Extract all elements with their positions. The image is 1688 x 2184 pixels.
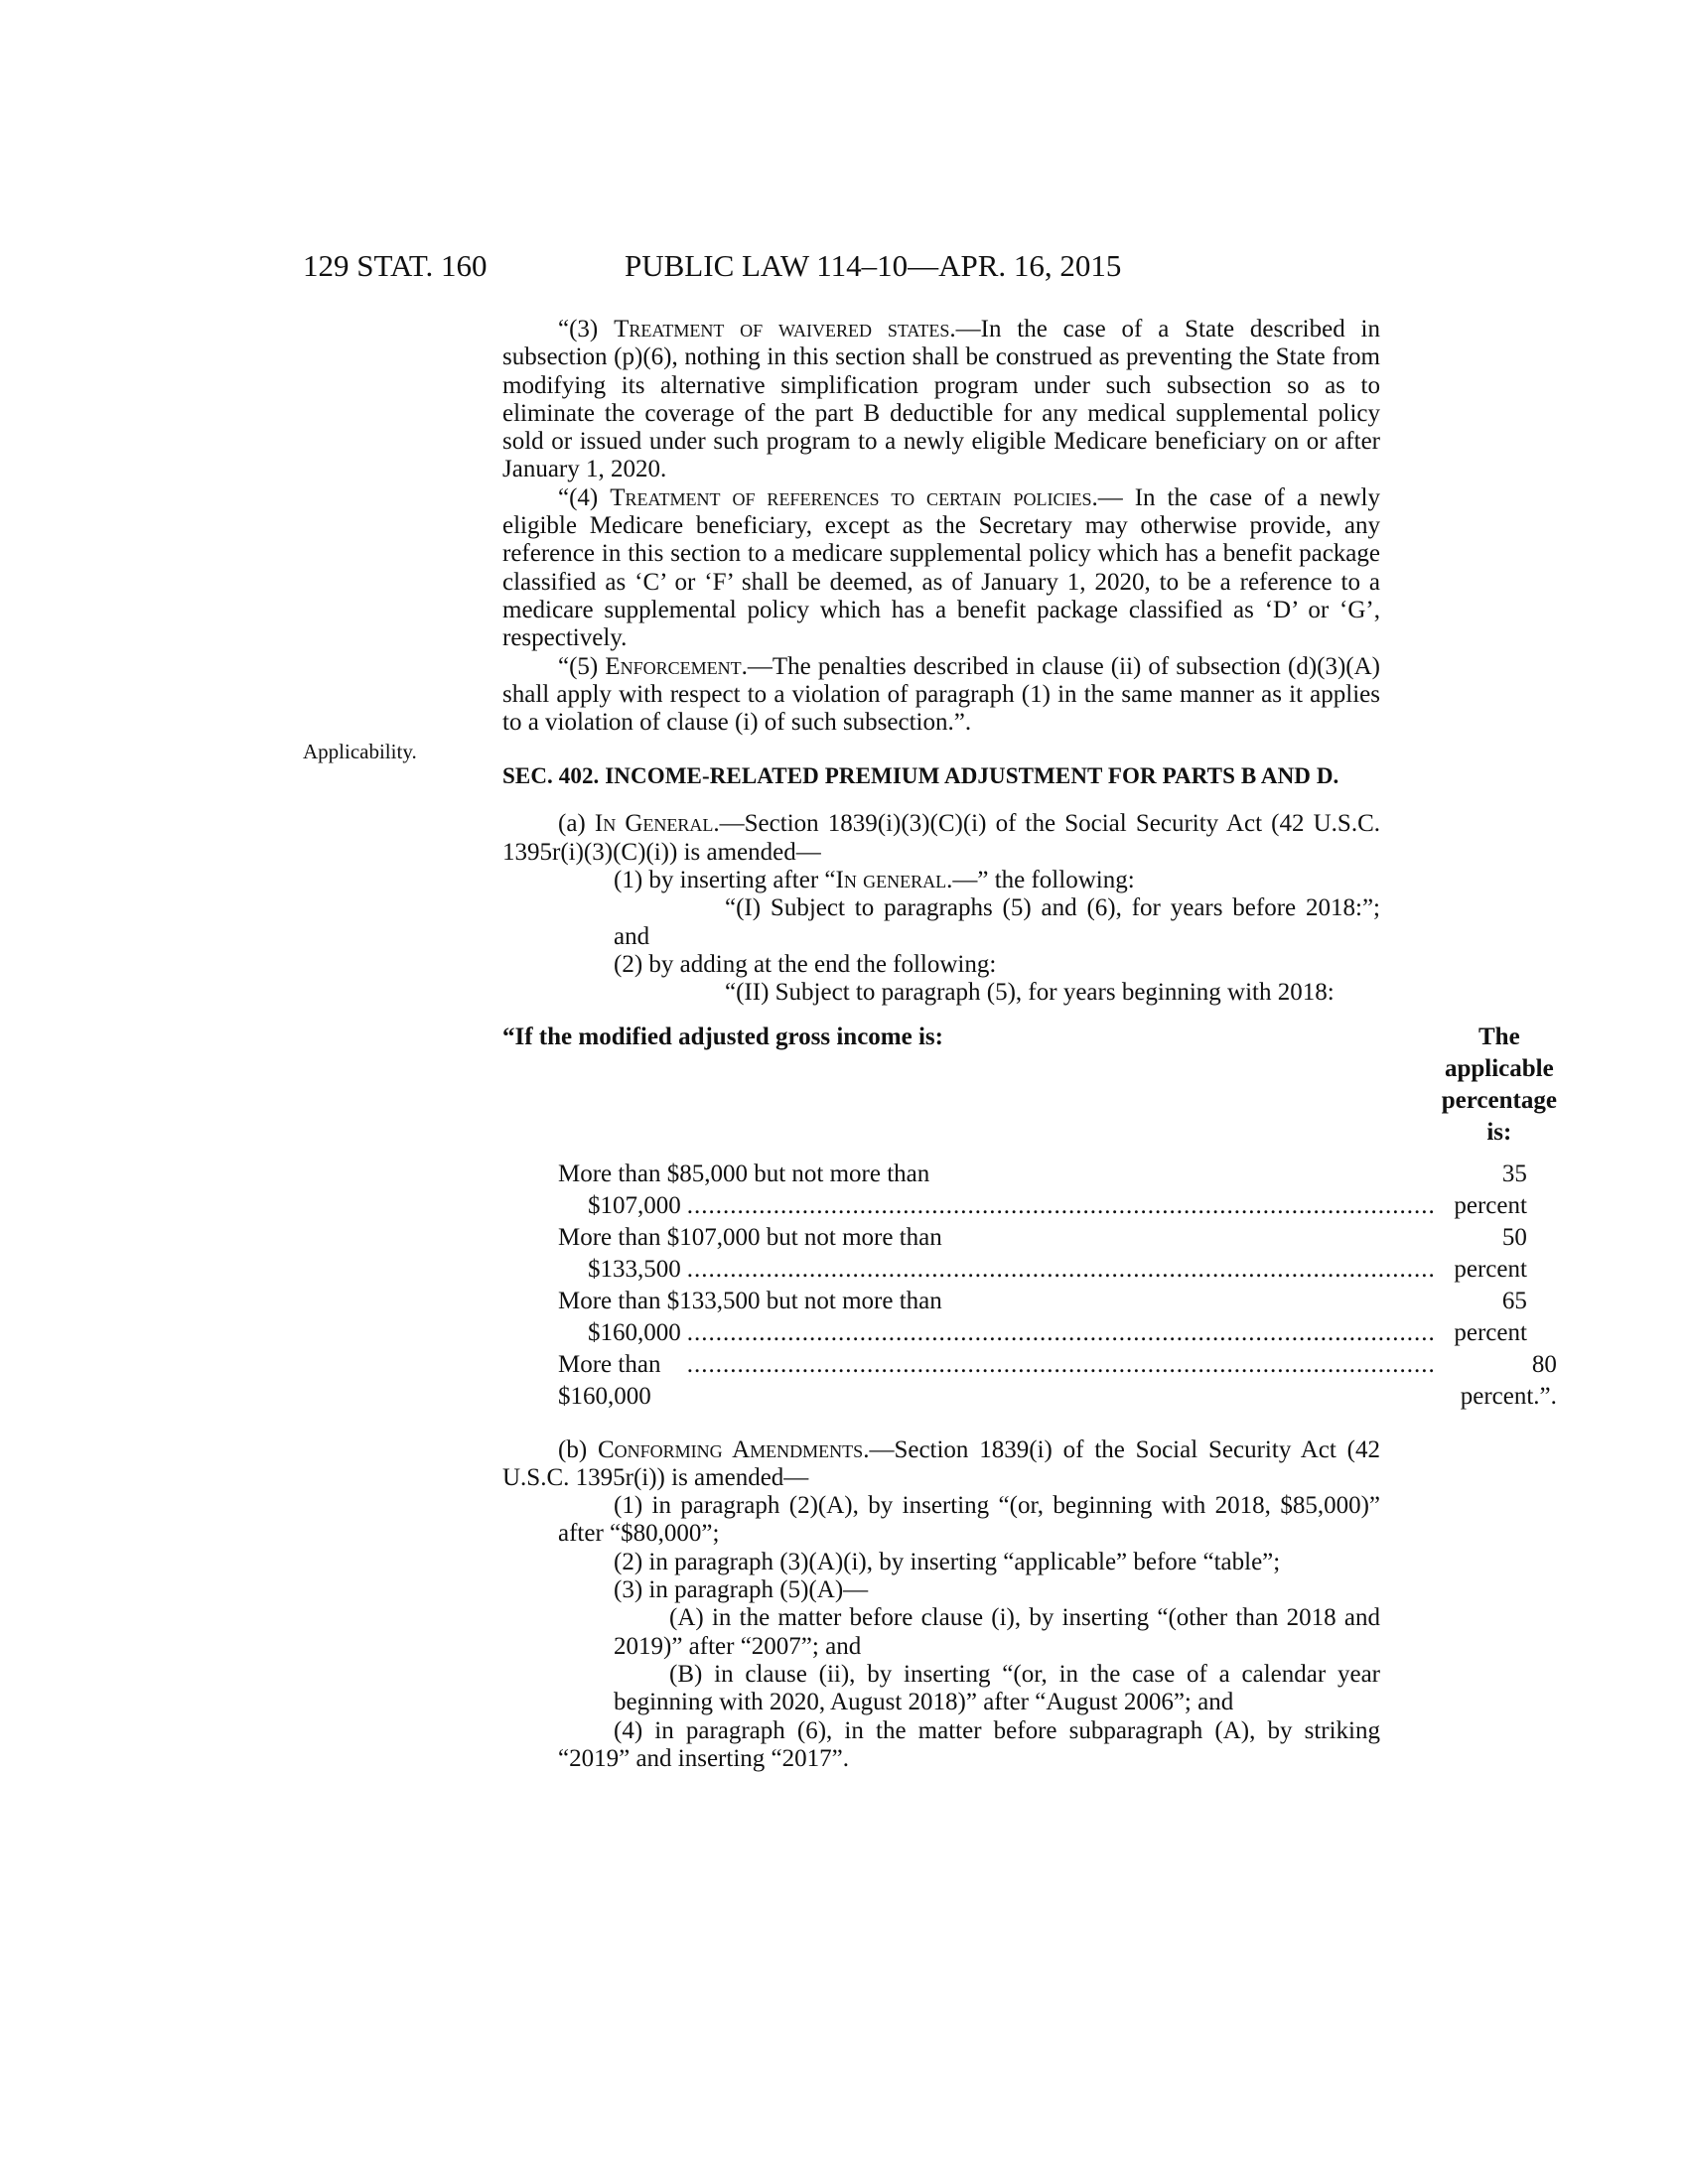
subsection-b-body: .—Section 1839(i) of the Social Security Act (42 U.S.C. 1395r(i)) is amended— — [502, 1435, 1381, 1491]
income-line-1: More than $85,000 but not more than — [558, 1160, 930, 1187]
quoted-clause-1: “(I) Subject to paragraphs (5) and (6), for years before 2018:”; and — [614, 894, 1380, 950]
subsection-a-item-1 — [502, 867, 1380, 894]
table-row — [502, 1349, 1557, 1413]
income-line-2: $133,500 — [588, 1255, 681, 1283]
subsection-a-prefix: (a) — [558, 810, 595, 838]
subsection-b-item-4: (4) in paragraph (6), in the matter before subparagraph (A), by striking “2019” and inserting “2017”. — [558, 1716, 1380, 1772]
income-line-2: $160,000 — [588, 1318, 681, 1346]
paragraph-4 — [502, 484, 1380, 653]
table-cell-income — [502, 1159, 1442, 1222]
table-row — [502, 1286, 1557, 1349]
dot-leader: ........................................................................................................ — [686, 1318, 1436, 1346]
table-cell-percentage: 80 percent.”. — [1460, 1350, 1557, 1410]
subsection-b — [502, 1436, 1380, 1493]
margin-note: Applicability. — [303, 740, 417, 763]
table-cell-income — [502, 1286, 1442, 1349]
subsection-b-prefix: (b) — [558, 1435, 598, 1463]
dot-leader: ........................................................................................................ — [686, 1191, 1436, 1219]
paragraph-5-body: .—The penalties described in clause (ii) of subsection (d)(3)(A) shall apply with respect to a violation of paragraph (1) in the same manner as it applies to a violation of clause (i) of such subsection.”. — [502, 652, 1381, 737]
paragraph-4-heading: Treatment of references to certain policies — [610, 483, 1092, 511]
paragraph-3-body: .—In the case of a State described in subsection (p)(6), nothing in this section shall be construed as preventing the State from modifying its alternative simplification program under such subsection so as to eliminate the coverage of the part B deductible for any medical supplemental policy sold or issued under such program to a newly eligible Medicare beneficiary on or after January 1, 2020. — [502, 316, 1381, 483]
table-row — [502, 1222, 1557, 1286]
paragraph-3-prefix: “(3) — [558, 316, 615, 342]
dot-leader: ........................................................................................................ — [686, 1350, 1436, 1378]
subsection-b-item-2: (2) in paragraph (3)(A)(i), by inserting “applicable” before “table”; — [614, 1548, 1281, 1575]
item-1-term: In general — [835, 867, 947, 894]
table-cell-percentage: 35 percent — [1454, 1160, 1527, 1219]
paragraph-4-body: .— In the case of a newly eligible Medicare beneficiary, except as the Secretary may otherwise provide, any reference in this section to a medicare supplemental policy which has a benefit package classified as ‘C’ or ‘F’ shall be deemed, as of January 1, 2020, to be a reference to a medicare supplemental policy which has a benefit package classified as ‘D’ or ‘G’, respectively. — [502, 483, 1380, 652]
page-stat-citation: 129 STAT. 160 — [303, 248, 488, 283]
paragraph-3-heading: Treatment of waivered states — [614, 316, 950, 342]
subsection-a — [502, 810, 1380, 867]
income-line-2: $107,000 — [588, 1191, 681, 1219]
paragraph-5-prefix: “(5) — [558, 652, 606, 680]
quoted-clause-2: “(II) Subject to paragraph (5), for years beginning with 2018: — [725, 979, 1335, 1007]
subsection-b-heading: Conforming Amendments — [597, 1435, 864, 1463]
table-header-income: “If the modified adjusted gross income is: — [502, 1023, 943, 1050]
paragraph-5 — [502, 653, 1380, 738]
paragraph-5-heading: Enforcement — [605, 652, 742, 680]
income-line-2: More than $160,000 — [558, 1350, 661, 1410]
dot-leader: ........................................................................................................ — [686, 1255, 1436, 1283]
subsection-b-item-1: (1) in paragraph (2)(A), by inserting “(or, beginning with 2018, $85,000)” after “$80,000”; — [558, 1492, 1380, 1548]
table-cell-income — [502, 1349, 1442, 1413]
table-cell-percentage: 50 percent — [1454, 1223, 1527, 1283]
text-column — [502, 316, 1557, 1773]
item-1-pre: (1) by inserting after “ — [614, 867, 836, 894]
subsection-a-heading: In General — [594, 810, 714, 838]
paragraph-3 — [502, 316, 1380, 484]
subsection-b-item-3: (3) in paragraph (5)(A)— — [614, 1576, 869, 1604]
subsection-a-item-2: (2) by adding at the end the following: — [614, 950, 997, 978]
subsection-b-item-3B: (B) in clause (ii), by inserting “(or, in the case of a calendar year beginning with 2020, August 2018)” after “August 2006”; and — [614, 1660, 1380, 1716]
subsection-a-body: .—Section 1839(i)(3)(C)(i) of the Social Security Act (42 U.S.C. 1395r(i)(3)(C)(i)) is amended— — [502, 810, 1381, 866]
paragraph-4-prefix: “(4) — [558, 483, 611, 511]
table-header-percentage: The applicable percentage is: — [1441, 1023, 1557, 1146]
table-cell-income — [502, 1222, 1442, 1286]
table-row — [502, 1159, 1557, 1222]
table-cell-percentage: 65 percent — [1454, 1287, 1527, 1346]
income-line-1: More than $133,500 but not more than — [558, 1287, 942, 1314]
section-heading: SEC. 402. INCOME-RELATED PREMIUM ADJUSTMENT FOR PARTS B AND D. — [502, 763, 1339, 789]
income-line-1: More than $107,000 but not more than — [558, 1223, 942, 1251]
page-running-title: PUBLIC LAW 114–10—APR. 16, 2015 — [625, 248, 1122, 283]
premium-table — [502, 1022, 1557, 1413]
subsection-b-item-3A: (A) in the matter before clause (i), by inserting “(other than 2018 and 2019)” after “2007”; and — [614, 1604, 1380, 1660]
item-1-post: .—” the following: — [946, 867, 1135, 894]
